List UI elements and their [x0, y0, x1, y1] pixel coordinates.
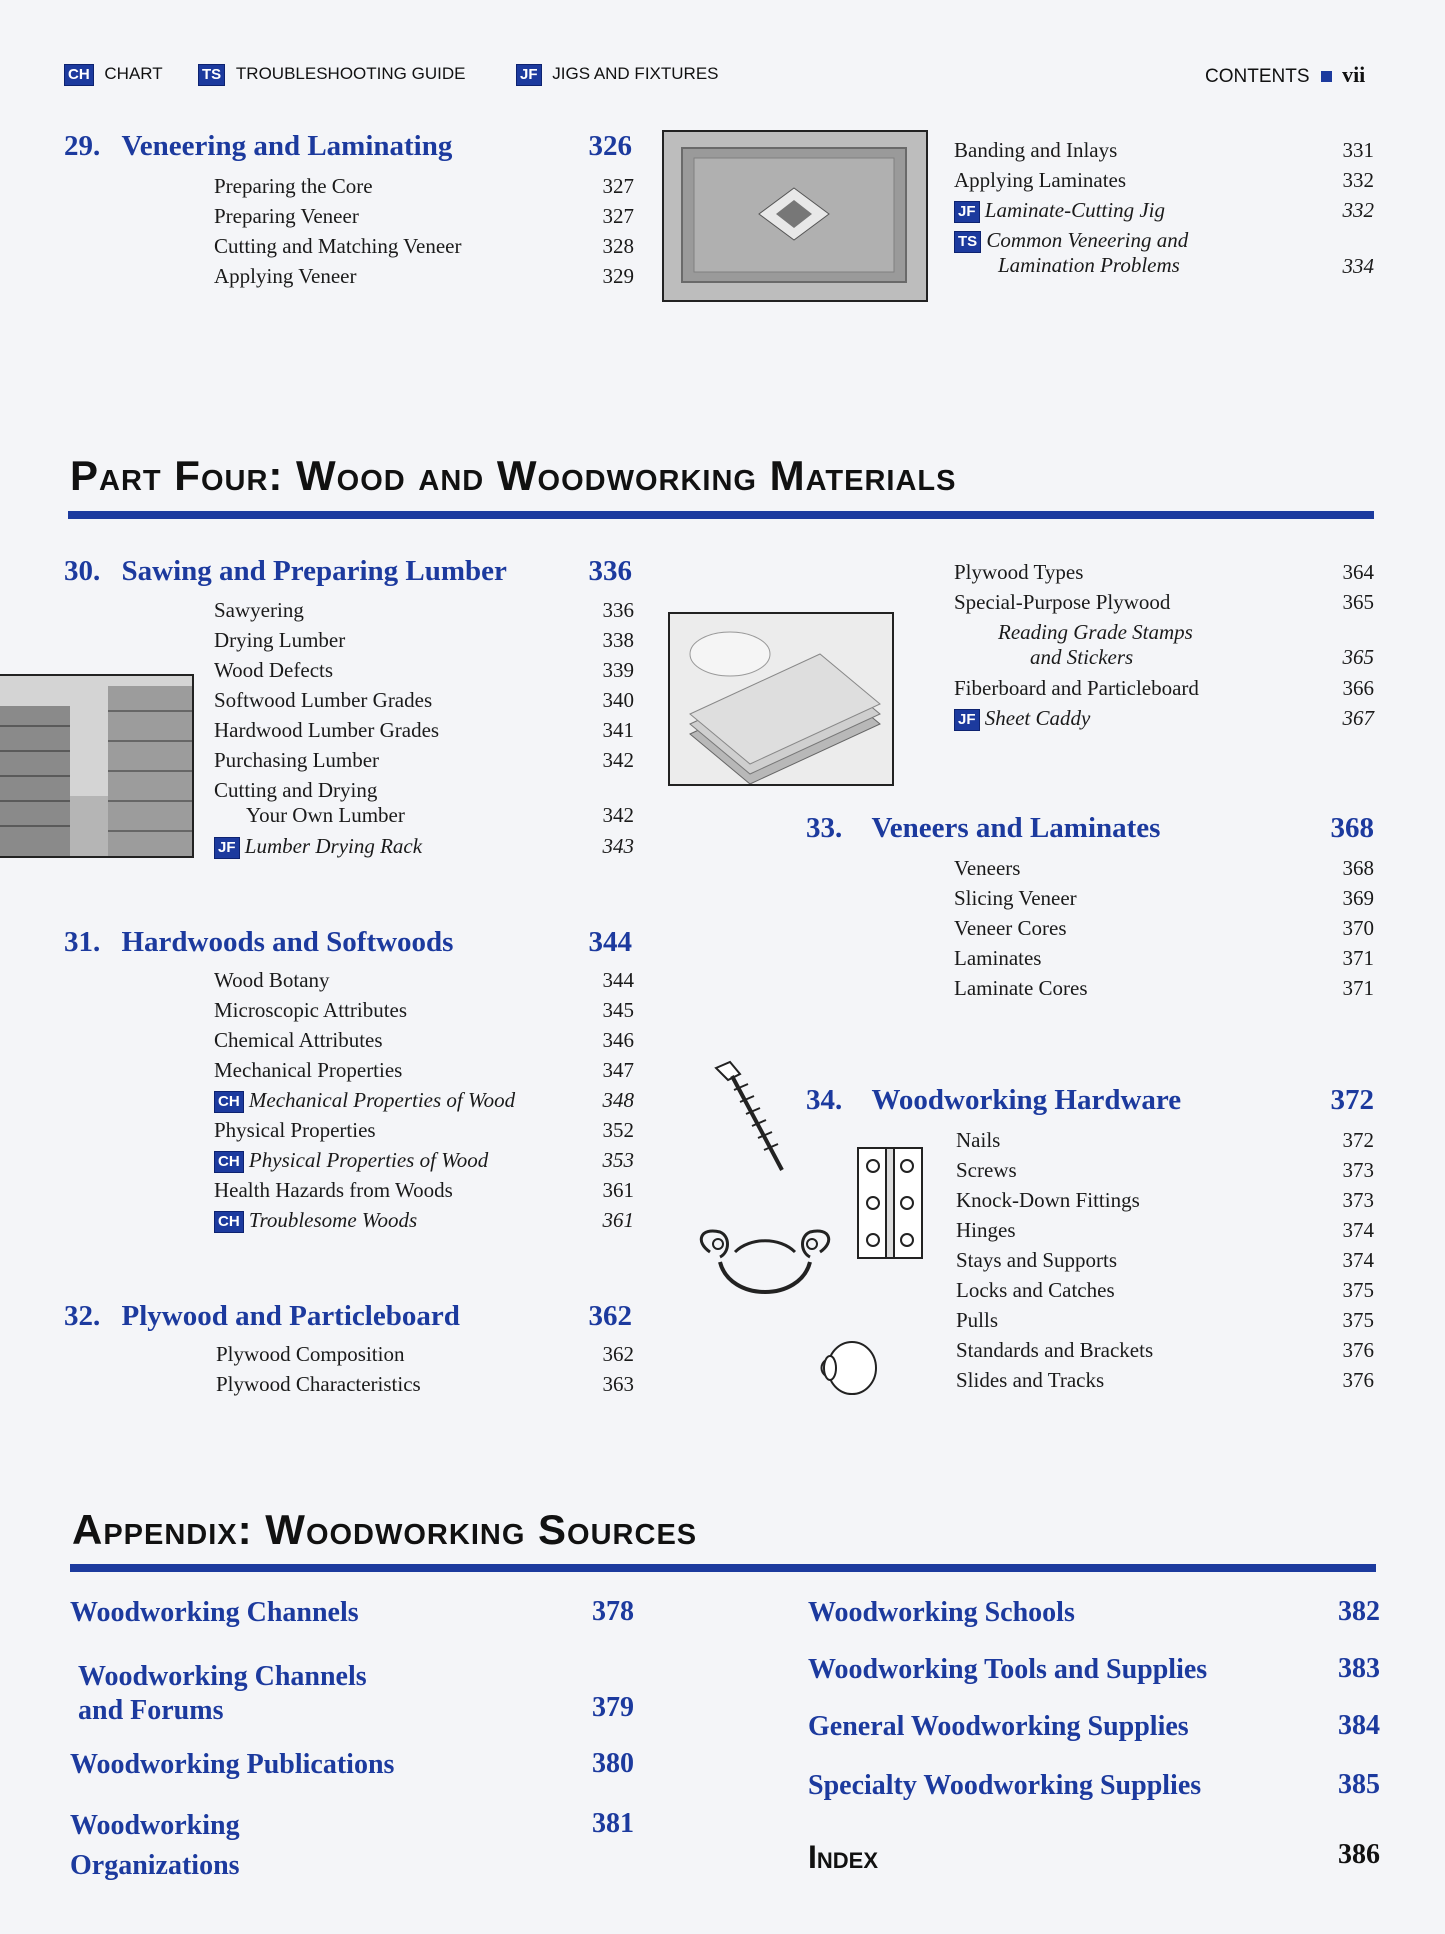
item-label: Applying Veneer: [214, 264, 357, 288]
toc-item[interactable]: [214, 748, 634, 778]
index-page: 386: [1338, 1839, 1380, 1870]
item-page: 373: [1342, 1188, 1374, 1212]
chapter-30-title[interactable]: [64, 555, 507, 588]
toc-item[interactable]: [214, 598, 634, 628]
toc-item[interactable]: [956, 1308, 1374, 1338]
item-label: Hardwood Lumber Grades: [214, 718, 440, 742]
toc-item[interactable]: [954, 620, 1374, 676]
chapter-32-items-right: [954, 560, 1374, 736]
item-label: Mechanical Properties of Wood: [248, 1088, 516, 1112]
entry-label-continued: and Forums: [78, 1695, 224, 1726]
entry-label: General Woodworking Supplies: [808, 1711, 1189, 1742]
item-page: 365: [1342, 645, 1374, 669]
item-label-continued: and Stickers: [1030, 645, 1134, 669]
chart-badge-icon: CH: [214, 1151, 244, 1173]
part-four-heading: Part Four: Wood and Woodworking Materials: [70, 452, 957, 499]
chapter-number: 29.: [64, 130, 101, 162]
item-page: 371: [1342, 946, 1374, 970]
index-entry[interactable]: [808, 1839, 1380, 1889]
item-label: Wood Defects: [214, 658, 334, 682]
item-page: 366: [1342, 676, 1374, 700]
item-label: Sheet Caddy: [984, 706, 1091, 730]
running-head: [1205, 62, 1365, 88]
toc-item[interactable]: [954, 676, 1374, 706]
index-label: Index: [808, 1839, 879, 1875]
chapter-31-page: 344: [588, 926, 632, 958]
item-page: 328: [602, 234, 634, 258]
toc-item[interactable]: [214, 204, 634, 234]
item-label: Reading Grade Stamps: [998, 620, 1193, 644]
chapter-title: Plywood and Particleboard: [121, 1300, 460, 1332]
item-label: Physical Properties of Wood: [248, 1148, 489, 1172]
entry-page: 383: [1338, 1653, 1380, 1684]
item-label: Slicing Veneer: [954, 886, 1077, 910]
item-label: Hinges: [956, 1218, 1016, 1242]
chapter-29-items-right: [954, 138, 1374, 282]
entry-page: 380: [592, 1748, 634, 1779]
chapter-33-title[interactable]: [806, 812, 1160, 845]
lumber-stacks-image: [0, 674, 194, 858]
item-label: Softwood Lumber Grades: [214, 688, 433, 712]
item-label: Microscopic Attributes: [214, 998, 408, 1022]
toc-item[interactable]: [956, 1278, 1374, 1308]
toc-item[interactable]: [954, 228, 1374, 282]
toc-item[interactable]: [214, 264, 634, 294]
item-page: 332: [1342, 168, 1374, 192]
entry-label-continued: Organizations: [70, 1850, 240, 1881]
entry-page: 382: [1338, 1596, 1380, 1627]
chapter-29-title[interactable]: [64, 130, 452, 163]
item-page: 340: [602, 688, 634, 712]
item-page: 370: [1342, 916, 1374, 940]
item-page: 361: [602, 1178, 634, 1202]
item-page: 352: [602, 1118, 634, 1142]
toc-item[interactable]: [214, 1088, 634, 1118]
appendix-entry[interactable]: [70, 1660, 634, 1748]
appendix-entry[interactable]: [808, 1710, 1380, 1769]
item-label: Applying Laminates: [954, 168, 1127, 192]
item-label: Pulls: [956, 1308, 999, 1332]
legend-chart: [64, 64, 163, 86]
item-page: 338: [602, 628, 634, 652]
section-label: CONTENTS: [1205, 66, 1310, 87]
entry-label: Woodworking: [70, 1810, 240, 1841]
chapter-32-title[interactable]: [64, 1300, 460, 1333]
toc-item[interactable]: [956, 1218, 1374, 1248]
legend-jigs-label: JIGS AND FIXTURES: [552, 64, 719, 84]
item-page: 334: [1342, 254, 1374, 278]
item-label-continued: Lamination Problems: [998, 253, 1180, 278]
toc-item[interactable]: [956, 1248, 1374, 1278]
chapter-title: Woodworking Hardware: [871, 1084, 1182, 1116]
chapter-title: Sawing and Preparing Lumber: [121, 555, 507, 587]
appendix-entry[interactable]: [70, 1748, 634, 1806]
entry-page: 379: [592, 1692, 634, 1723]
toc-item[interactable]: [956, 1158, 1374, 1188]
lumber-stack-icon: [0, 676, 192, 856]
appendix-rule: [70, 1564, 1376, 1572]
item-page: 329: [602, 264, 634, 288]
chapter-number: 33.: [806, 812, 843, 844]
item-label: Slides and Tracks: [956, 1368, 1105, 1392]
item-page: 368: [1342, 856, 1374, 880]
item-label: Health Hazards from Woods: [214, 1178, 453, 1202]
toc-item[interactable]: [954, 916, 1374, 946]
legend-jigs: [516, 64, 719, 86]
toc-item[interactable]: [214, 834, 634, 864]
item-label: Preparing the Core: [214, 174, 373, 198]
item-page: 376: [1342, 1338, 1374, 1362]
appendix-entry[interactable]: [808, 1596, 1380, 1653]
toc-item[interactable]: [216, 1342, 634, 1372]
item-label: Sawyering: [214, 598, 304, 622]
toc-item[interactable]: [214, 1148, 634, 1178]
item-label: Knock-Down Fittings: [956, 1188, 1140, 1212]
chapter-title: Veneers and Laminates: [871, 812, 1161, 844]
appendix-entry[interactable]: [70, 1806, 634, 1886]
item-page: 364: [1342, 560, 1374, 584]
item-page: 327: [602, 174, 634, 198]
plywood-hand-icon: [670, 614, 892, 784]
jigs-badge-icon: JF: [214, 837, 240, 859]
entry-label: Specialty Woodworking Supplies: [808, 1770, 1202, 1801]
toc-item[interactable]: [214, 1178, 634, 1208]
toc-item[interactable]: [956, 1128, 1374, 1158]
item-page: 347: [602, 1058, 634, 1082]
item-label: Physical Properties: [214, 1118, 376, 1142]
plywood-sheets-image: [668, 612, 894, 786]
chapter-31-items: [214, 968, 634, 1238]
item-label: Cutting and Matching Veneer: [214, 234, 462, 258]
toc-item[interactable]: [954, 706, 1374, 736]
toc-item[interactable]: [214, 968, 634, 998]
item-page: 375: [1342, 1278, 1374, 1302]
jigs-badge-icon: JF: [954, 709, 980, 731]
veneer-diamond-icon: [664, 132, 926, 300]
chapter-34-items: [956, 1128, 1374, 1398]
chapter-number: 30.: [64, 555, 101, 587]
chapter-title: Veneering and Laminating: [121, 130, 453, 162]
item-label: Laminate-Cutting Jig: [984, 198, 1166, 222]
toc-item[interactable]: [214, 1208, 634, 1238]
toc-item[interactable]: [954, 198, 1374, 228]
item-page: 374: [1342, 1248, 1374, 1272]
chapter-33-page: 368: [1330, 812, 1374, 844]
item-page: 342: [602, 748, 634, 772]
item-page: 362: [602, 1342, 634, 1366]
item-page: 373: [1342, 1158, 1374, 1182]
item-page: 367: [1342, 706, 1374, 730]
square-icon: [1321, 71, 1332, 82]
toc-item[interactable]: [214, 1028, 634, 1058]
toc-item[interactable]: [956, 1338, 1374, 1368]
toc-item[interactable]: [956, 1368, 1374, 1398]
jigs-badge-icon: JF: [954, 201, 980, 223]
entry-label: Woodworking Channels: [70, 1597, 359, 1628]
appendix-entry[interactable]: [70, 1596, 634, 1660]
item-label: Lumber Drying Rack: [244, 834, 423, 858]
chapter-number: 34.: [806, 1084, 843, 1116]
item-page: 341: [602, 718, 634, 742]
chart-badge-icon: CH: [214, 1091, 244, 1113]
item-label: Plywood Types: [954, 560, 1084, 584]
entry-label: Woodworking Schools: [808, 1597, 1075, 1628]
item-label: Plywood Composition: [216, 1342, 405, 1366]
item-page: 363: [602, 1372, 634, 1396]
entry-page: 384: [1338, 1710, 1380, 1741]
item-page: 339: [602, 658, 634, 682]
toc-item[interactable]: [954, 168, 1374, 198]
toc-item[interactable]: [214, 778, 634, 834]
chapter-30-items: [214, 598, 634, 864]
veneer-panel-image: [662, 130, 928, 302]
entry-page: 381: [592, 1808, 634, 1839]
item-page: 343: [602, 834, 634, 858]
legend-troubleshooting-label: TROUBLESHOOTING GUIDE: [235, 64, 466, 84]
item-label: Fiberboard and Particleboard: [954, 676, 1199, 700]
item-label: Stays and Supports: [956, 1248, 1118, 1272]
item-page: 344: [602, 968, 634, 992]
item-label: Nails: [956, 1128, 1001, 1152]
appendix-right-column: [808, 1596, 1380, 1889]
chapter-29-page: 326: [588, 130, 632, 162]
toc-item[interactable]: [954, 590, 1374, 620]
legend-chart-label: CHART: [104, 64, 163, 84]
item-label: Screws: [956, 1158, 1017, 1182]
item-label: Locks and Catches: [956, 1278, 1115, 1302]
item-label: Common Veneering and: [986, 228, 1189, 252]
item-page: 361: [602, 1208, 634, 1232]
item-page: 348: [602, 1088, 634, 1112]
item-page: 376: [1342, 1368, 1374, 1392]
item-page: 331: [1342, 138, 1374, 162]
chapter-number: 32.: [64, 1300, 101, 1332]
item-label: Mechanical Properties: [214, 1058, 403, 1082]
item-page: 372: [1342, 1128, 1374, 1152]
toc-item[interactable]: [956, 1188, 1374, 1218]
entry-page: 385: [1338, 1769, 1380, 1800]
appendix-left-column: [70, 1596, 634, 1886]
chapter-32-page: 362: [588, 1300, 632, 1332]
chapter-30-page: 336: [588, 555, 632, 587]
toc-item[interactable]: [954, 976, 1374, 1006]
hinge-icon: [856, 1146, 926, 1262]
item-label: Purchasing Lumber: [214, 748, 380, 772]
item-label-continued: Your Own Lumber: [246, 803, 405, 827]
toc-item[interactable]: [954, 138, 1374, 168]
toc-item[interactable]: [214, 998, 634, 1028]
chapter-34-title[interactable]: [806, 1084, 1181, 1117]
item-label: Plywood Characteristics: [216, 1372, 421, 1396]
item-label: Laminates: [954, 946, 1042, 970]
item-page: 375: [1342, 1308, 1374, 1332]
toc-item[interactable]: [954, 560, 1374, 590]
entry-label: Woodworking Publications: [70, 1749, 395, 1780]
toc-item[interactable]: [954, 886, 1374, 916]
appendix-entry[interactable]: [808, 1769, 1380, 1839]
toc-item[interactable]: [214, 1118, 634, 1148]
chapter-number: 31.: [64, 926, 101, 958]
item-label: Banding and Inlays: [954, 138, 1118, 162]
entry-label: Woodworking Channels: [78, 1661, 367, 1692]
item-label: Drying Lumber: [214, 628, 346, 652]
chapter-title: Hardwoods and Softwoods: [121, 926, 454, 958]
toc-item[interactable]: [954, 946, 1374, 976]
legend-troubleshooting: [198, 64, 465, 86]
item-page: 346: [602, 1028, 634, 1052]
troubleshooting-badge-icon: TS: [954, 231, 981, 253]
item-page: 327: [602, 204, 634, 228]
toc-item[interactable]: [214, 718, 634, 748]
item-page: 332: [1342, 198, 1374, 222]
item-label: Cutting and Drying: [214, 778, 378, 802]
toc-item[interactable]: [214, 174, 634, 204]
item-page: 365: [1342, 590, 1374, 614]
item-label: Veneers: [954, 856, 1021, 880]
chapter-34-page: 372: [1330, 1084, 1374, 1116]
toc-item[interactable]: [954, 856, 1374, 886]
screw-icon: [712, 1060, 792, 1180]
item-label: Special-Purpose Plywood: [954, 590, 1171, 614]
item-label: Preparing Veneer: [214, 204, 359, 228]
chapter-32-items-left: [216, 1342, 634, 1402]
item-page: 345: [602, 998, 634, 1022]
chapter-29-items-left: [214, 174, 634, 294]
chart-badge-icon: CH: [64, 64, 94, 86]
chapter-31-title[interactable]: [64, 926, 453, 959]
jigs-badge-icon: JF: [516, 64, 542, 86]
item-page: 371: [1342, 976, 1374, 1000]
entry-label: Woodworking Tools and Supplies: [808, 1654, 1208, 1685]
item-label: Troublesome Woods: [248, 1208, 418, 1232]
item-page: 342: [602, 803, 634, 827]
toc-item[interactable]: [214, 628, 634, 658]
entry-page: 378: [592, 1596, 634, 1627]
item-page: 369: [1342, 886, 1374, 910]
toc-item[interactable]: [216, 1372, 634, 1402]
item-page: 353: [602, 1148, 634, 1172]
toc-item[interactable]: [214, 1058, 634, 1088]
drawer-pull-icon: [690, 1222, 840, 1312]
item-label: Chemical Attributes: [214, 1028, 383, 1052]
item-label: Veneer Cores: [954, 916, 1067, 940]
item-label: Standards and Brackets: [956, 1338, 1154, 1362]
toc-item[interactable]: [214, 658, 634, 688]
troubleshooting-badge-icon: TS: [198, 64, 225, 86]
chart-badge-icon: CH: [214, 1211, 244, 1233]
appendix-heading: Appendix: Woodworking Sources: [72, 1506, 698, 1553]
chapter-33-items: [954, 856, 1374, 1006]
toc-item[interactable]: [214, 688, 634, 718]
item-label: Wood Botany: [214, 968, 330, 992]
part-four-rule: [68, 511, 1374, 519]
item-label: Laminate Cores: [954, 976, 1088, 1000]
toc-item[interactable]: [214, 234, 634, 264]
page-number: vii: [1342, 62, 1366, 87]
item-page: 374: [1342, 1218, 1374, 1242]
appendix-entry[interactable]: [808, 1653, 1380, 1710]
item-page: 336: [602, 598, 634, 622]
knob-icon: [816, 1338, 880, 1398]
